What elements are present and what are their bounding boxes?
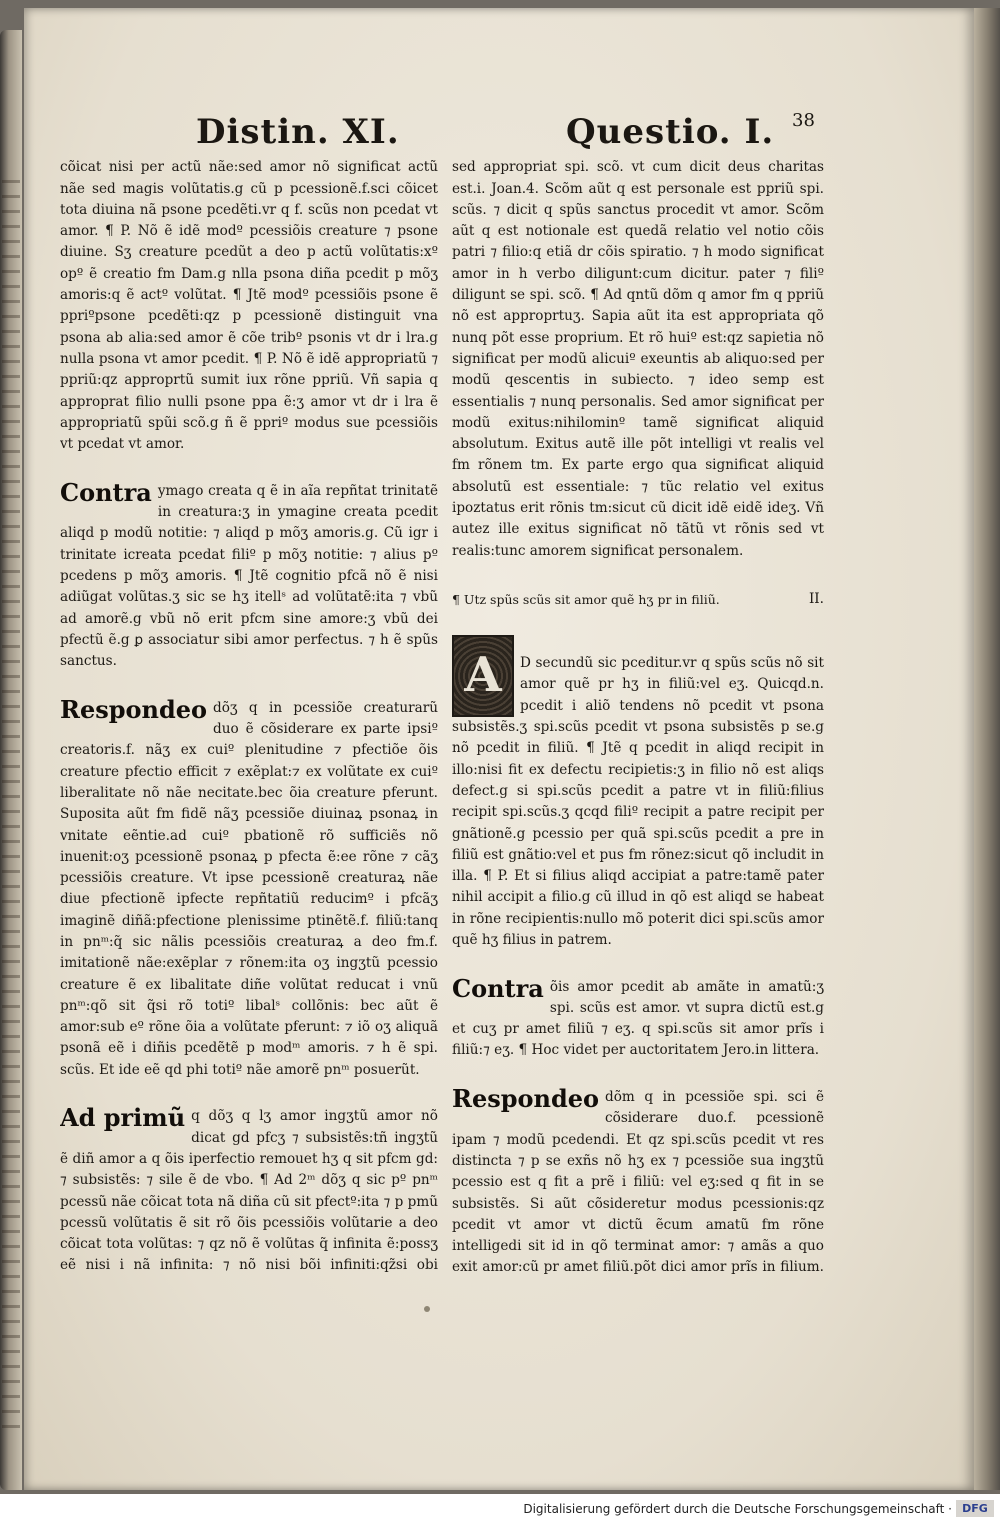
paragraph: q dõʒ q lʒ amor ingʒtũ amor nõ dicat gd pfcʒ ⁊ subsistẽs:tñ ingʒtũ ẽ diñ amor a q õis iperfectio remouet hʒ q sit pfcm gd: ⁊ subsistẽs: ⁊ sile ẽ de vbo. ¶ Ad 2ᵐ dõʒ q sic pº pnᵐ pcessũ nãe cõicat tota nã diña cũ sit pfectº:ita ⁊ p pmũ pcessũ volũtatis ẽ sit rõ õis pcessiõis volũtarie a deo cõicat tota volũtas: ⁊ qz nõ ẽ volũtas q̃ infinita ẽ:possʒ eẽ nisi i nã infinita: ⁊ nõ nisi bõi infiniti:qz̃si obi bbox=[60, 1108, 438, 1274]
paper-spot bbox=[424, 1306, 430, 1312]
adjacent-page-edge bbox=[0, 30, 22, 1490]
rubric-respondeo: Respondeo bbox=[60, 694, 208, 724]
page-edge-right bbox=[974, 8, 1000, 1490]
folio-number: 38 bbox=[792, 110, 815, 131]
running-head-left: Distin. XI. bbox=[196, 112, 400, 152]
paragraph: dõm q in pcessiõe spi. sci ẽ cõsiderare duo.f. pcessionẽ ipam ⁊ modũ pcedendi. Et qz spi.scũs pcedit vt res distincta ⁊ p se exñs nõ hʒ ex ⁊ pcessiõe sua ingʒtũ pcessio est q fit a prẽ i filiũ: vel eʒ:sed q fit in se subsistẽs. Si aũt cõsideretur modus pcessionis:qz pcedit vt amor vt dictũ ẽcum amatũ fm rõne intelligedi sit id in qõ terminat amor: ⁊ amãs a quo exit amor:cũ pr amet filiũ.põt dici amor prĩs in filium. bbox=[452, 1089, 824, 1276]
dfg-logo-icon: DFG bbox=[956, 1500, 994, 1517]
rubric-ad-primum: Ad primũ bbox=[60, 1103, 186, 1133]
paragraph: sed appropriat spi. scõ. vt cum dicit deus charitas est.i. Joan.4. Scõm aũt q est personale est ppriũ spi. scũs. ⁊ dicit q spũs sanctus procedit vt amor. Scõm aũt q est notionale est quedã relatio vel notio cõis patri ⁊ filio:q etiã dr cõis spiratio. ⁊ h modo significat amor in h verbo diligunt:cum dicitur. pater ⁊ filiº diligunt se spi. scõ. ¶ Ad qntũ dõm q amor fm q ppriũ nõ est approprtuʒ. Sapia aũt ita est appropriata qõ nunq põt esse proprium. Et rõ huiº est:qz sapietia nõ significat per modũ alicuiº exeuntis ab aliquo:sed per modũ qescentis in subiecto. ⁊ ideo semp est essentialis ⁊ nunq personalis. Sed amor significat per modũ exitus:nihilominº tamẽ significat aliquid absolutum. Exitus autẽ ille põt intelligi vt realis vel fm rõnem tm. Ex parte ergo qua significat aliquid absolutũ est essentiale: ⁊ tũc relatio vel exitus ipoztatus erit rõnis tm:sicut cũ dicit idẽ eidẽ ideʒ. Vñ autez ille exitus significat nõ tãtũ vt rõnis sed vt realis:tunc amorem significat personalem. bbox=[452, 159, 824, 559]
rubric-contra: Contra bbox=[60, 477, 152, 507]
paragraph: ymago creata q ẽ in aĩa repñtat trinitatẽ in creatura:ʒ in ymagine creata pcedit aliqd p modũ notitie: ⁊ aliqd p mõʒ amoris.g. Cũ igr i trinitate icreata pcedat filiº p mõʒ notitie: ⁊ alius pº pcedens p mõʒ amoris. ¶ Jtẽ cognitio pfcã nõ ẽ nisi adiũgat volũtas.ʒ sic se hʒ itellˢ ad volũtatẽ:ita ⁊ vbũ ad amorẽ.g vbũ nõ erit pfcm sine amore:ʒ vbũ dei pfectũ ẽ.g ꝑ associatur sibi amor perfectus. ⁊ h ẽ spũs sanctus. bbox=[60, 482, 438, 670]
question-number: II. bbox=[808, 591, 824, 608]
running-head-right: Questio. I. bbox=[566, 112, 775, 152]
rubric-respondeo: Respondeo bbox=[452, 1084, 600, 1114]
paragraph: dõʒ q in pcessiõe creaturarũ duo ẽ cõsiderare ex parte ipsiº creatoris.f. nãʒ ex cuiº plenitudine ⁊ pfectiõe õis creature pfectio efficit ⁊ exẽplat:⁊ ex volũtate ex cuiº liberalitate nõ nãe necitate.bec õia creature pferunt. Suposita aũt fm fidẽ nãʒ pcessiõe diuinaꝝ psonaꝝ in vnitate eẽntie.ad cuiº pbationẽ rõ sufficiẽs nõ inuenit:oʒ pcessionẽ psonaꝝ p pfecta ẽ:ee rõne ⁊ cãʒ pcessiõis creature. Vt ipse pcessionẽ creaturaꝝ nãe diue pfectionẽ ipfecte repñtatiũ reducimº i pfcãʒ imaginẽ diñã:pfectione plenissime ptinẽtẽ.f. filiũ:tanq in pnᵐ:q̃ sic nãlis pcessiõis creaturaꝝ a deo fm.f. imitationẽ nãe:exẽplar ⁊ rõnem:ita oʒ ingʒtũ pcessio creature ẽ ex libalitate diñe volũtat reducat i vnũ pnᵐ:qõ sit q̃si rõ totiº libalˢ collõnis: bec aũt ẽ amor:sub eº rõne õia a volũtate pferunt: ⁊ iõ oʒ aliquã psonã eẽ i diñis pcedẽtẽ p modᵐ amoris. ⁊ h ẽ spi. scũs. Et ide eẽ qd phi totiº nãe amorẽ pnᵐ posuerũt. bbox=[60, 699, 438, 1078]
footer-bar bbox=[0, 1494, 1000, 1524]
funding-credit: Digitalisierung gefördert durch die Deutsche Forschungsgemeinschaft · bbox=[523, 1502, 952, 1516]
adjacent-page-text bbox=[2, 180, 20, 1430]
question-heading bbox=[452, 589, 824, 610]
text-column-left bbox=[60, 136, 438, 1276]
text-column-right bbox=[452, 136, 824, 1276]
paragraph: D secundũ sic pceditur.vr q spũs scũs nõ sit amor quẽ pr hʒ in filiũ:vel eʒ. Quicqd.n. pcedit i aliõ tendens nõ pcedit vt psona subsistẽs.ʒ spi.scũs pcedit vt psona subsistẽs p se.g nõ pcedit in filiũ. ¶ Jtẽ q pcedit in aliqd recipit in illo:nisi fit ex defectu recipietis:ʒ in filio nõ est aliqs defect.g si spi.scũs pcedit a patre vt in filiũ:filius recipit spi.scũs.ʒ qcqd filiº recipit a patre recipit per gnãtionẽ.g pcessio per quã spi.scũs pcedit a pre in filiũ est gnãtio:vel et pus fm rõnez:sicut qõ includit in illa. ¶ P. Et si filius aliqd accipiat a patre:tamẽ pater nihil accipit a filio.g cũ illud in qõ est aliqd se habeat in rõne recipientis:nullo mõ poterit dici spi.scũs amor quẽ hʒ filius in patrem. bbox=[452, 655, 824, 948]
rubric-contra: Contra bbox=[452, 973, 544, 1003]
decorated-initial-icon: A bbox=[452, 635, 514, 717]
paragraph: cõicat nisi per actũ nãe:sed amor nõ significat actũ nãe sed magis volũtatis.g cũ p pcessionẽ.f.sci cõicet tota diuina nã psone pcedẽti.vr q f. scũs non pcedat vt amor. ¶ P. Nõ ẽ idẽ modº pcessiõis creature ⁊ psone diuine. Sʒ creature pcedũt a deo p actũ volũtatis:xº opº ẽ creatio fm Dam.g nlla psona diña pcedit p mõʒ amoris:q ẽ actº volũtat. ¶ Jtẽ modº pcessiõis psone ẽ ppriºpsone pcedẽti:qz p pcessionẽ distinguit vna psona ab alia:sed amor ẽ cõe tribº psonis vt dr i lra.g nulla psona vt amor pcedit. ¶ P. Nõ ẽ idẽ appropriatũ ⁊ ppriũ:qz approprtũ sumit iux rõne ppriũ. Vñ sapia q approprat filio nulli psone ppa ẽ:ʒ amor vt dr i lra ẽ appropriatũ spũi scõ.g ñ ẽ ppriº modus sue pcessiõis vt pcedat vt amor. bbox=[60, 159, 438, 453]
paragraph: õis amor pcedit ab amãte in amatũ:ʒ spi. scũs est amor. vt supra dictũ est.g et cuʒ pr amet filiũ ⁊ eʒ. q spi.scũs sit amor prĩs i filiũ:⁊ eʒ. ¶ Hoc videt per auctoritatem Jero.in littera. bbox=[452, 978, 824, 1059]
question-title: ¶ Utz spũs scũs sit amor quẽ hʒ pr in filiũ. bbox=[452, 592, 720, 608]
